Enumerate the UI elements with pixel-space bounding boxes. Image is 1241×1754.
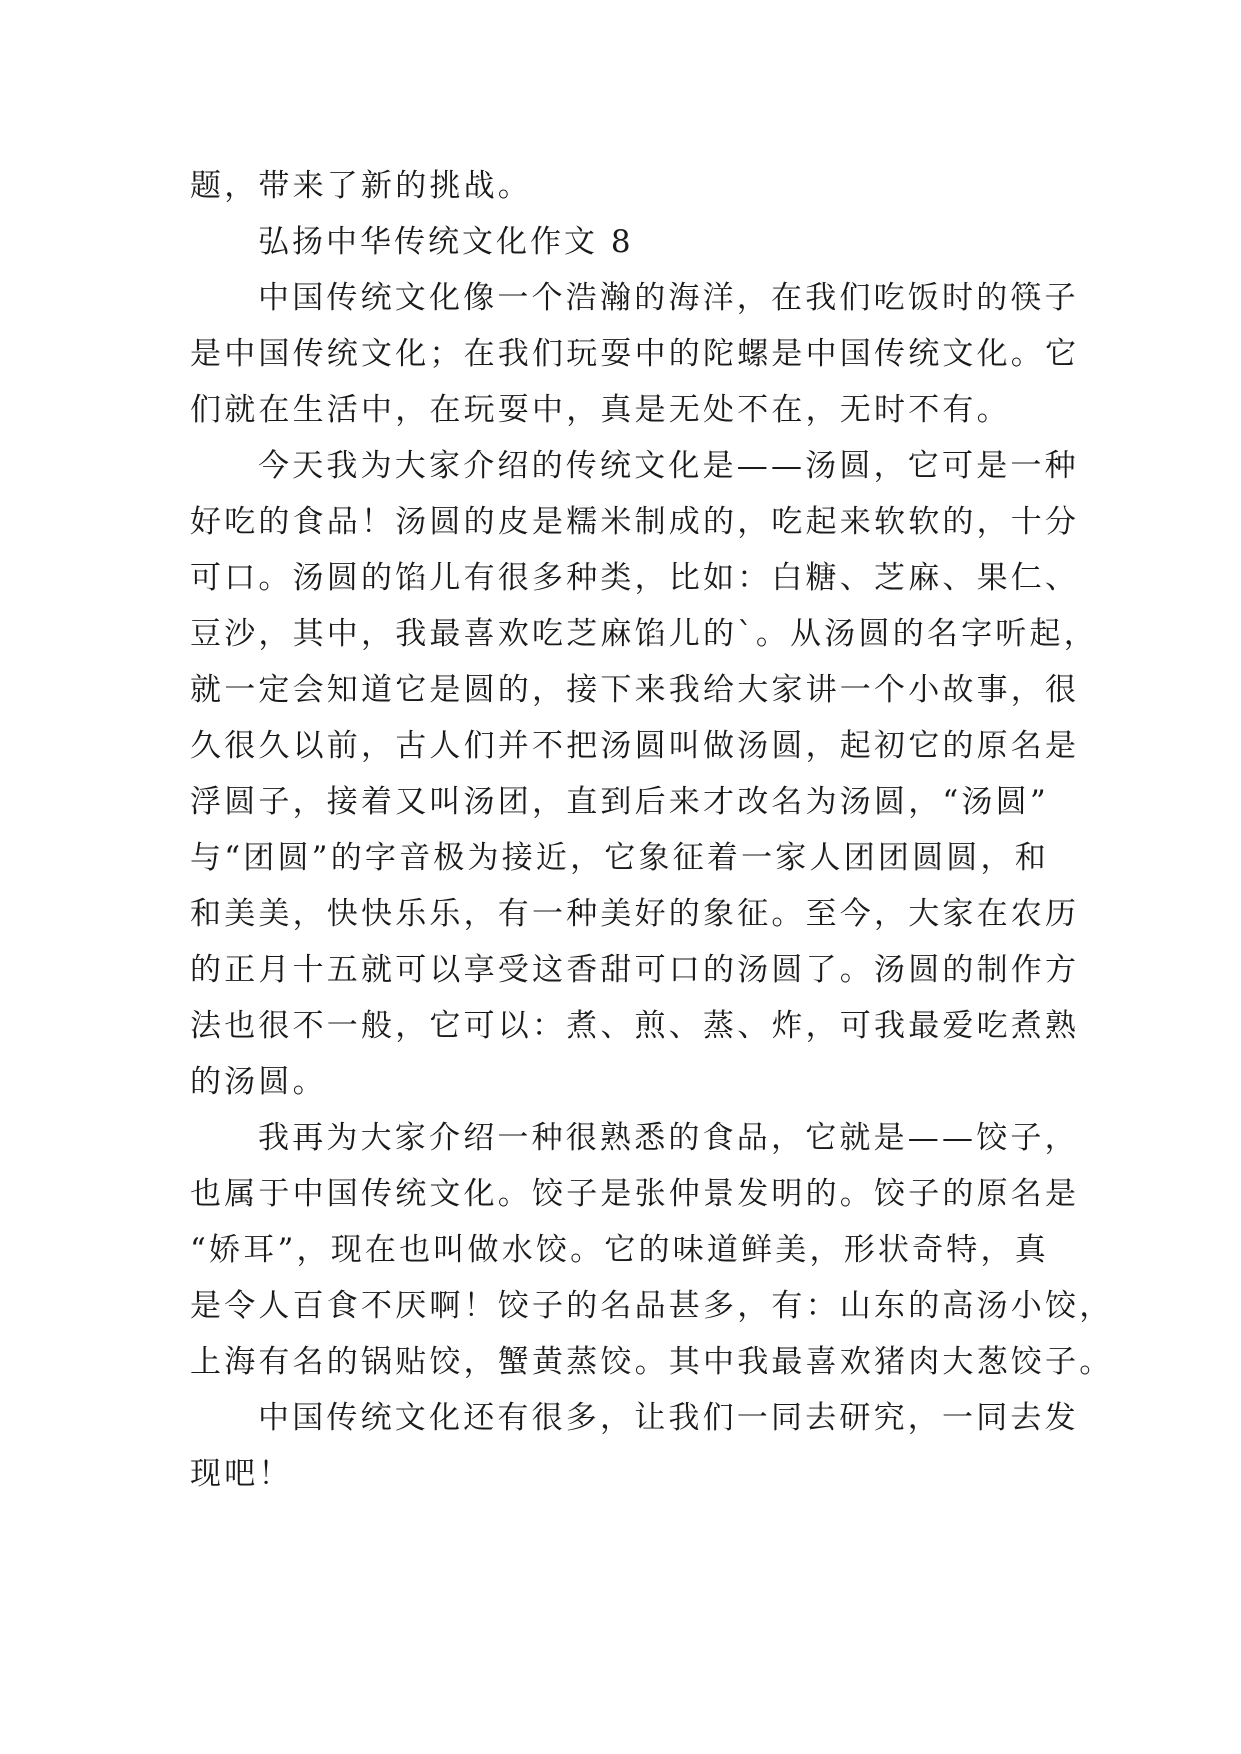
text-line: 我再为大家介绍一种很熟悉的食品，它就是——饺子，: [258, 1120, 1079, 1156]
text-line: 题，带来了新的挑战。: [190, 168, 532, 204]
text-line: 法也很不一般，它可以：煮、煎、蒸、炸，可我最爱吃煮熟: [190, 1008, 1080, 1044]
text-line: 上海有名的锅贴饺，蟹黄蒸饺。其中我最喜欢猪肉大葱饺子。: [190, 1344, 1114, 1380]
text-line: 与“团圆”的字音极为接近，它象征着一家人团团圆圆，和: [190, 840, 1049, 876]
section-heading: 弘扬中华传统文化作文 8: [258, 224, 634, 260]
document-body: [190, 158, 1114, 1502]
text-line: 好吃的食品！汤圆的皮是糯米制成的，吃起来软软的，十分: [190, 504, 1080, 540]
text-line: 豆沙，其中，我最喜欢吃芝麻馅儿的`。从汤圆的名字听起，: [190, 616, 1098, 652]
text-line: 是中国传统文化；在我们玩耍中的陀螺是中国传统文化。它: [190, 336, 1080, 372]
text-line: 是令人百食不厌啊！饺子的名品甚多，有：山东的高汤小饺，: [190, 1288, 1114, 1324]
text-line: 可口。汤圆的馅儿有很多种类，比如：白糖、芝麻、果仁、: [190, 560, 1080, 596]
text-line: 中国传统文化像一个浩瀚的海洋，在我们吃饭时的筷子: [258, 280, 1079, 316]
text-line: 也属于中国传统文化。饺子是张仲景发明的。饺子的原名是: [190, 1176, 1080, 1212]
text-line: 中国传统文化还有很多，让我们一同去研究，一同去发: [258, 1400, 1079, 1436]
text-line: 就一定会知道它是圆的，接下来我给大家讲一个小故事，很: [190, 672, 1080, 708]
text-line: 的正月十五就可以享受这香甜可口的汤圆了。汤圆的制作方: [190, 952, 1080, 988]
text-line: 浮圆子，接着又叫汤团，直到后来才改名为汤圆，“汤圆”: [190, 784, 1049, 820]
text-line: 现吧！: [190, 1456, 293, 1492]
text-line: 久很久以前，古人们并不把汤圆叫做汤圆，起初它的原名是: [190, 728, 1080, 764]
text-line: 们就在生活中，在玩耍中，真是无处不在，无时不有。: [190, 392, 1011, 428]
text-line: “娇耳”，现在也叫做水饺。它的味道鲜美，形状奇特，真: [190, 1232, 1049, 1268]
text-line: 今天我为大家介绍的传统文化是——汤圆，它可是一种: [258, 448, 1079, 484]
text-line: 的汤圆。: [190, 1064, 327, 1100]
text-line: 和美美，快快乐乐，有一种美好的象征。至今，大家在农历: [190, 896, 1080, 932]
